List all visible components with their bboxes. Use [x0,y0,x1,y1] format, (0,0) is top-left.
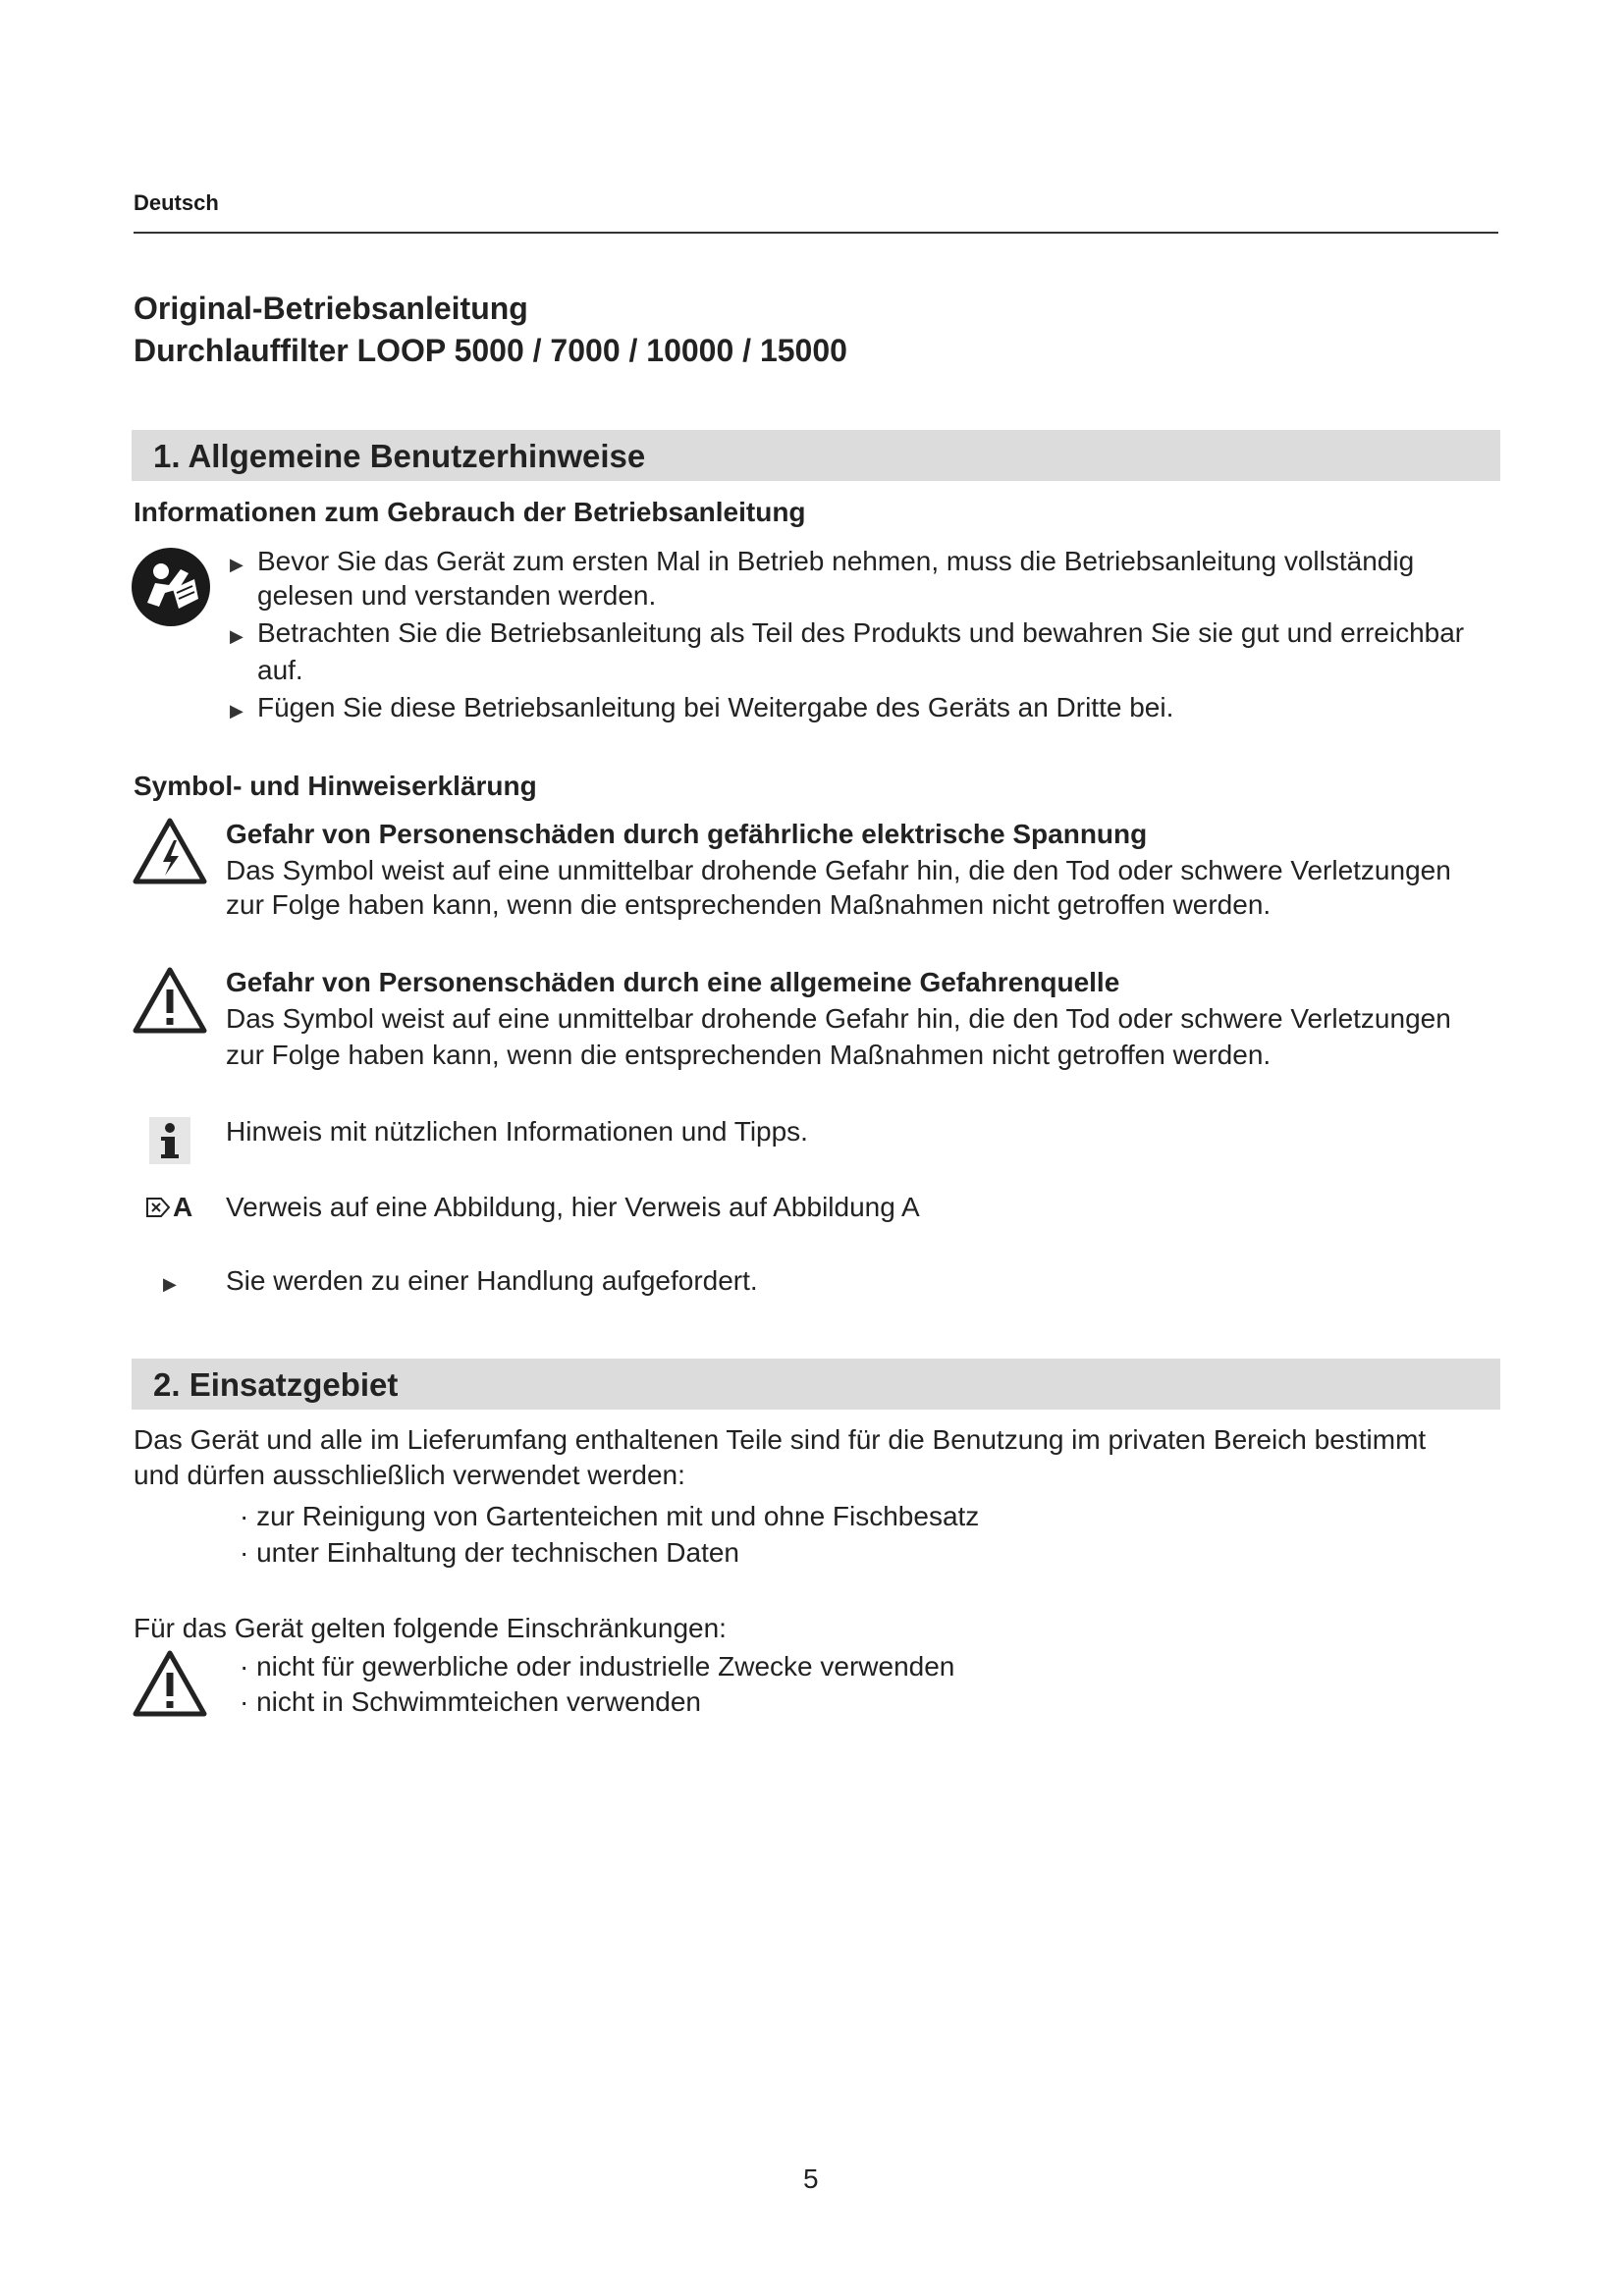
figure-reference-text: Verweis auf eine Abbildung, hier Verweis auf Abbildung A [226,1192,920,1222]
info-icon [149,1117,190,1164]
figure-reference-icon [145,1197,171,1218]
restriction-item-2: · nicht in Schwimmteichen verwenden [240,1686,701,1717]
action-text: Sie werden zu einer Handlung aufgefordert. [226,1265,758,1296]
info-text: Hinweis mit nützlichen Informationen und Tipps. [226,1116,808,1147]
usage-intro-line1: Das Gerät und alle im Lieferumfang enthaltenen Teile sind für die Benutzung im privaten Bereich bestimmt [134,1424,1427,1455]
bullet-marker: ▶ [230,701,244,721]
electric-warning-line1: Das Symbol weist auf eine unmittelbar drohende Gefahr hin, die den Tod oder schwere Verletzungen [226,855,1451,885]
action-icon: ▶ [163,1274,177,1294]
bullet-1-line2: gelesen und verstanden werden. [257,580,657,611]
page-number: 5 [803,2163,819,2194]
restrictions-intro: Für das Gerät gelten folgende Einschränkungen: [134,1613,727,1643]
usage-item-2: · unter Einhaltung der technischen Daten [240,1537,739,1568]
document-title-line2: Durchlauffilter LOOP 5000 / 7000 / 10000 / 15000 [134,333,847,368]
bullet-2-line2: auf. [257,655,303,685]
bullet-1-line1: Bevor Sie das Gerät zum ersten Mal in Betrieb nehmen, muss die Betriebsanleitung vollständig [257,546,1415,576]
warning-icon [132,966,208,1035]
usage-intro-line2: und dürfen ausschließlich verwendet werden: [134,1460,685,1490]
info-subheading: Informationen zum Gebrauch der Betriebsanleitung [134,497,806,527]
header-divider [134,232,1498,234]
electric-warning-line2: zur Folge haben kann, wenn die entsprechenden Maßnahmen nicht getroffen werden. [226,889,1272,920]
section-2-heading: 2. Einsatzgebiet [153,1366,399,1403]
general-warning-line2: zur Folge haben kann, wenn die entsprechenden Maßnahmen nicht getroffen werden. [226,1040,1272,1070]
symbol-subheading: Symbol- und Hinweiserklärung [134,771,537,801]
general-warning-title: Gefahr von Personenschäden durch eine allgemeine Gefahrenquelle [226,967,1120,997]
electric-warning-title: Gefahr von Personenschäden durch gefährliche elektrische Spannung [226,819,1148,849]
section-2-heading-bar [132,1359,1500,1410]
bullet-marker: ▶ [230,626,244,646]
restrictions-warning-icon [132,1649,208,1718]
electric-hazard-icon [132,817,208,885]
general-warning-line1: Das Symbol weist auf eine unmittelbar drohende Gefahr hin, die den Tod oder schwere Verletzungen [226,1003,1451,1034]
section-1-heading: 1. Allgemeine Benutzerhinweise [153,438,646,474]
read-manual-icon [130,546,212,628]
header-language: Deutsch [134,190,219,215]
bullet-marker: ▶ [230,555,244,574]
document-title-line1: Original-Betriebsanleitung [134,291,528,326]
bullet-3-line1: Fügen Sie diese Betriebsanleitung bei Weitergabe des Geräts an Dritte bei. [257,692,1174,722]
figure-reference-label: A [173,1192,193,1222]
section-1-heading-bar [132,430,1500,481]
usage-item-1: · zur Reinigung von Gartenteichen mit und ohne Fischbesatz [240,1501,980,1531]
bullet-2-line1: Betrachten Sie die Betriebsanleitung als Teil des Produkts und bewahren Sie sie gut und erreichbar [257,617,1465,648]
restriction-item-1: · nicht für gewerbliche oder industrielle Zwecke verwenden [240,1651,955,1682]
